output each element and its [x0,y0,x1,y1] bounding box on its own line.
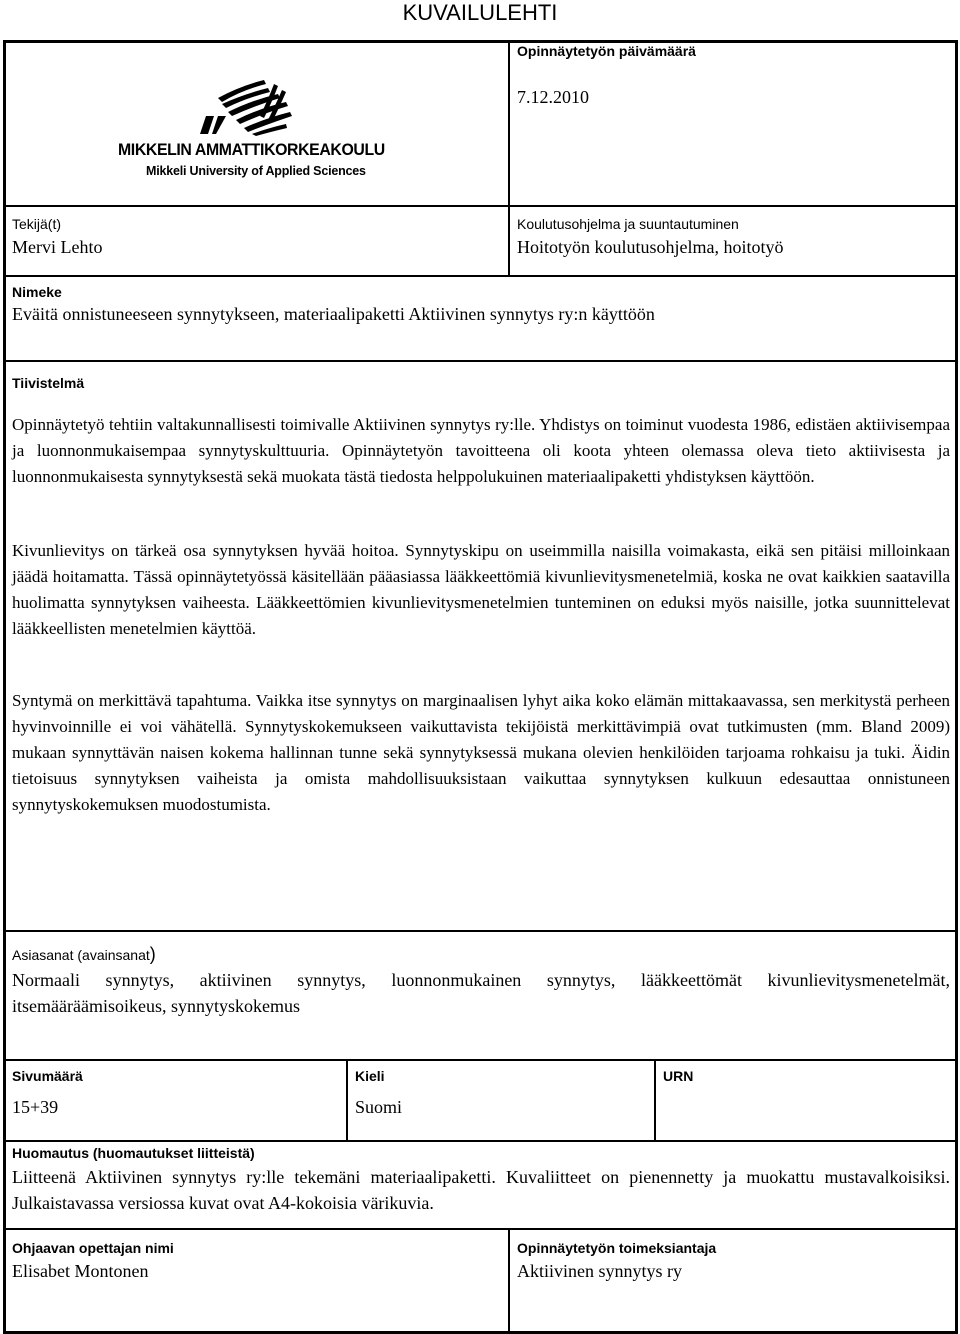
commissioner-label: Opinnäytetyön toimeksiantaja [517,1240,717,1256]
remarks-value: Liitteenä Aktiivinen synnytys ry:lle tekemäni materiaalipaketti. Kuvaliitteet on pienennetty ja muokattu mustavalkoisiksi. Julkaistavassa versiossa kuvat ovat A4-kokoisia värikuvia. [12,1167,950,1213]
sep-after-abstract [3,930,957,932]
keywords-label-close: ) [149,944,156,964]
language-label: Kieli [355,1068,385,1084]
logo-subtitle: Mikkeli University of Applied Sciences [146,164,366,178]
title-label: Nimeke [12,284,62,300]
vsep-top [508,40,510,277]
sep-after-author [3,275,957,277]
sep-after-logo [3,205,957,207]
keywords-label [12,946,156,964]
date-value: 7.12.2010 [517,87,589,107]
author-value: Mervi Lehto [12,237,103,257]
frame-top [3,40,957,43]
title-value: Eväitä onnistuneeseen synnytykseen, materiaalipaketti Aktiivinen synnytys ry:n käyttöön [12,304,655,324]
abstract-paragraph: Kivunlievitys on tärkeä osa synnytyksen hyvää hoitoa. Synnytyskipu on useimmilla naisilla voimakasta, eikä sen pitäisi milloinkaan jäädä hoitamatta. Tässä opinnäytetyössä käsitellään pääasiassa lääkkeettömiä kivunlievitysmenetelmiä, koska ne ovat kaikkien saatavilla huolimatta synnytyksen vaiheesta. Lääkkeettömien kivunlievitysmenetelmien tunteminen on eduksi myös naisille, jotka suunnittelevat lääkkeellisten menetelmien käyttöä. [12,541,950,638]
supervisor-value: Elisabet Montonen [12,1261,149,1281]
urn-label: URN [663,1068,694,1084]
commissioner-value: Aktiivinen synnytys ry [517,1261,682,1281]
language-value: Suomi [355,1097,403,1117]
vsep-bottom [508,1228,510,1334]
keywords-label-text: Asiasanat (avainsanat [12,947,150,963]
program-label: Koulutusohjelma ja suuntautuminen [517,216,739,232]
logo [118,76,385,186]
pages-label: Sivumäärä [12,1068,83,1084]
sep-after-keywords [3,1059,957,1061]
sep-after-remarks [3,1228,957,1230]
supervisor-label: Ohjaavan opettajan nimi [12,1240,174,1256]
page-title: KUVAILULEHTI [402,0,558,25]
keywords-value: Normaali synnytys, aktiivinen synnytys, luonnonmukainen synnytys, lääkkeettömät kivunlievitysmenetelmät, itsemääräämisoikeus, synnytyskokemus [12,970,950,1016]
remarks-label: Huomautus (huomautukset liitteistä) [12,1145,255,1161]
sep-after-pages [3,1140,957,1142]
vsep-lang-urn [654,1059,656,1142]
logo-name: MIKKELIN AMMATTIKORKEAKOULU [118,141,385,159]
abstract-label: Tiivistelmä [12,375,85,391]
pages-value: 15+39 [12,1097,59,1117]
abstract-paragraph: Syntymä on merkittävä tapahtuma. Vaikka itse synnytys on marginaalisen lyhyt aika koko elämän mittakaavassa, sen merkitystä perheen hyvinvoinnille ei voi vähätellä. Synnytyskokemukseen vaikuttavista tekijöistä merkittävimpiä ovat tutkimusten (mm. Bland 2009) mukaan synnyttävän naisen kokema hallinnan tunne sekä synnytyksessä mukana olevien henkilöiden tarjoama rohkaisu ja tuki. Äidin tietoisuus synnytyksen vaiheista ja omista mahdollisuuksistaan vaikuttaa synnytyksen kulkuun edesauttaa onnistuneen synnytyskokemuksen muodostumista. [12,691,950,814]
abstract-paragraph: Opinnäytetyö tehtiin valtakunnallisesti toimivalle Aktiivinen synnytys ry:lle. Yhdistys on toiminut vuodesta 1986, edistäen aktiivisempaa ja luonnonmukaisempaa synnytyskulttuuria. Opinnäytetyön tavoitteena oli koota yhteen olemassa oleva tieto aktiivisesta ja luonnonmukaisesta synnytyksestä sekä muokata tästä tiedosta helppolukuinen materiaalipaketti yhdistyksen käyttöön. [12,415,950,486]
author-label: Tekijä(t) [12,216,62,232]
vsep-pages-lang [346,1059,348,1142]
program-value: Hoitotyön koulutusohjelma, hoitotyö [517,237,784,257]
mamk-logo-icon [118,76,360,138]
sep-after-title [3,360,957,362]
date-label: Opinnäytetyön päivämäärä [517,43,696,59]
